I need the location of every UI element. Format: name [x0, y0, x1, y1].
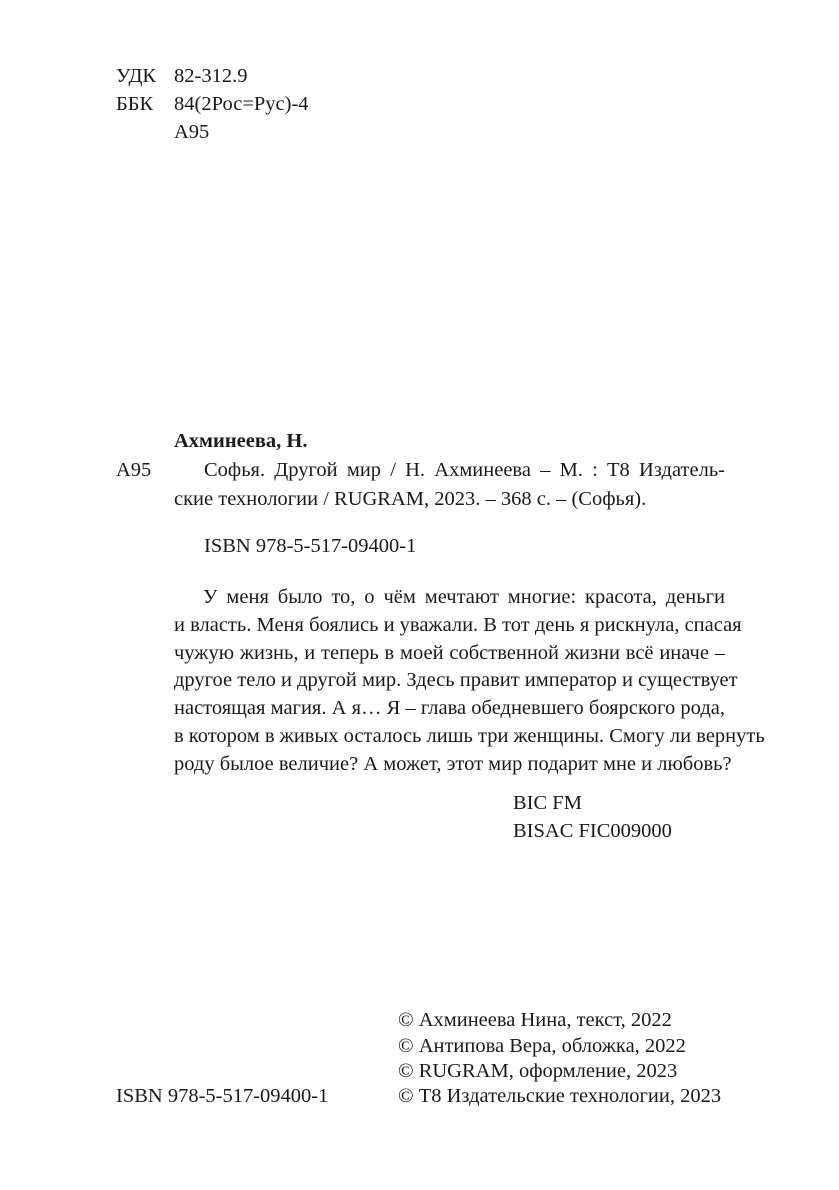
description-line: ские технологии / RUGRAM, 2023. – 368 с. – (Софья). — [174, 488, 647, 510]
annotation-line: У меня было то, о чём мечтают многие: красота, деньги — [203, 586, 725, 608]
annotation-line: в котором в живых осталось лишь три женщины. Смогу ли вернуть — [174, 725, 765, 747]
bic-code: BIC FM — [513, 792, 582, 814]
copyright-line: © Т8 Издательские технологии, 2023 — [398, 1085, 722, 1107]
record-author-sign: А95 — [116, 459, 152, 481]
record-isbn: ISBN 978-5-517-09400-1 — [204, 535, 417, 557]
bisac-code: BISAC FIC009000 — [513, 820, 672, 842]
annotation-line: и власть. Меня боялись и уважали. В тот день я рискнула, спасая — [174, 614, 742, 636]
copyright-line: © Ахминеева Нина, текст, 2022 — [398, 1009, 672, 1031]
annotation-line: роду былое величие? А может, этот мир подарит мне и любовь? — [174, 753, 732, 775]
description-line: Софья. Другой мир / Н. Ахминеева – М. : Т8 Издатель- — [204, 459, 725, 481]
udk-label: УДК — [116, 65, 157, 87]
copyright-line: © RUGRAM, оформление, 2023 — [398, 1060, 678, 1082]
annotation-line: настоящая магия. А я… Я – глава обедневшего боярского рода, — [174, 697, 725, 719]
bbk-value: 84(2Рос=Рус)-4 — [174, 93, 309, 115]
footer-isbn: ISBN 978-5-517-09400-1 — [116, 1085, 329, 1107]
annotation-line: чужую жизнь, и теперь в моей собственной жизни всё иначе – — [174, 642, 725, 664]
author-heading: Ахминеева, Н. — [174, 430, 308, 452]
author-sign: А95 — [174, 121, 210, 143]
udk-value: 82-312.9 — [174, 65, 248, 87]
annotation-line: другое тело и другой мир. Здесь правит император и существует — [174, 669, 738, 691]
bbk-label: ББК — [116, 93, 154, 115]
copyright-line: © Антипова Вера, обложка, 2022 — [398, 1035, 686, 1057]
